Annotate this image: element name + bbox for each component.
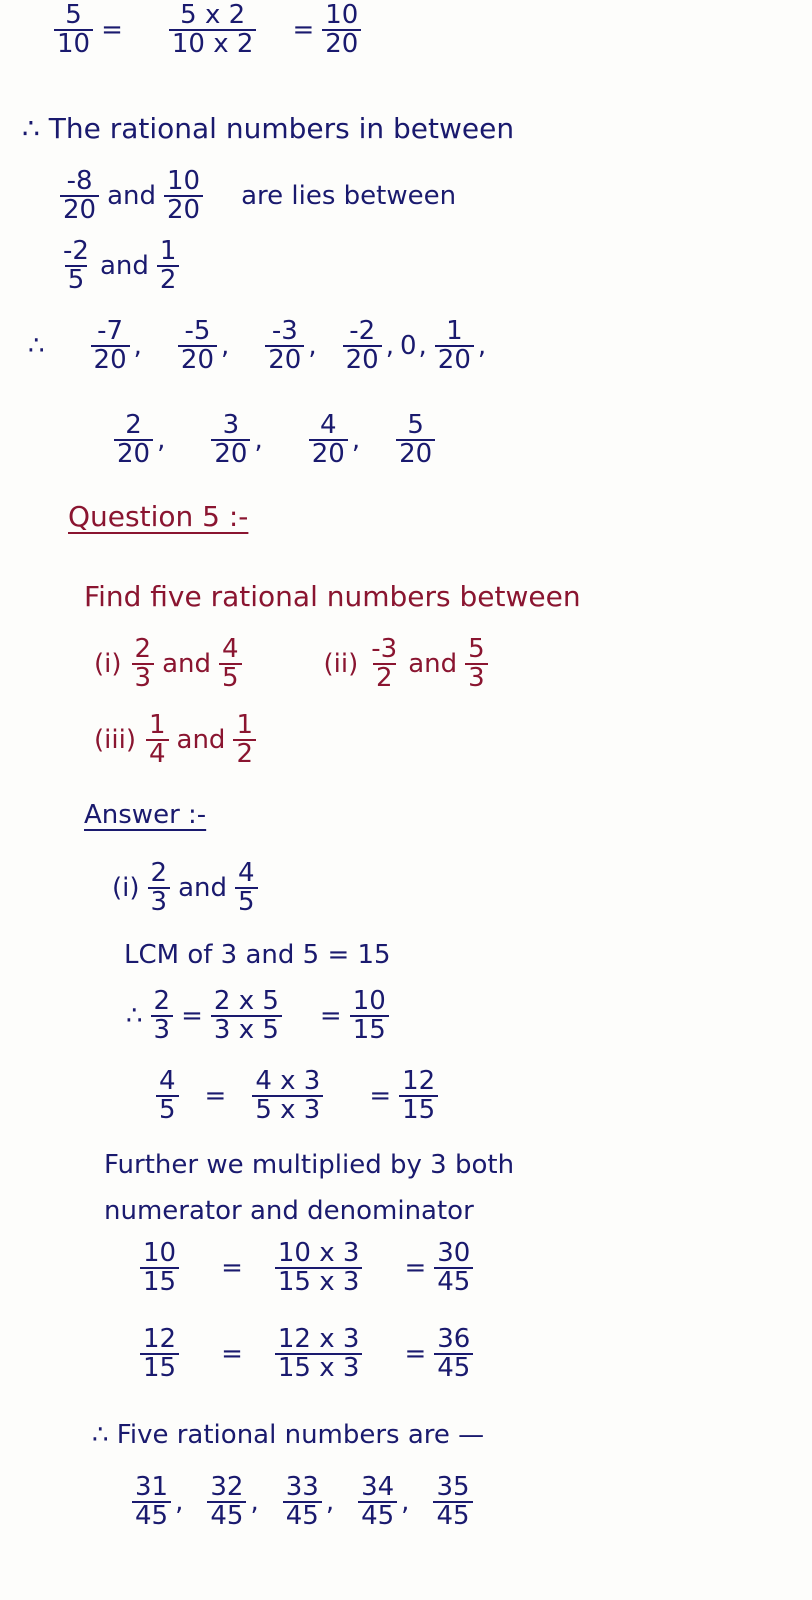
question-parts-row: (iii) $\frac{1}{4}$ and $\frac{1}{2}$ [94, 712, 258, 769]
fraction: $\frac{1}{4}$ [146, 712, 169, 769]
answer-title: Answer :- [84, 800, 207, 830]
fraction: $\frac{10 x 3}{15 x 3}$ [275, 1240, 363, 1297]
fraction: $\frac{-3}{2}$ [371, 634, 398, 694]
fraction: $\frac{2}{3}$ [148, 860, 171, 917]
question-title: Question 5 :- [68, 500, 249, 533]
fraction: $\frac{2}{20}$ [114, 412, 153, 469]
fraction: $\frac{-7}{20}$ [91, 318, 130, 375]
fraction: $\frac{12 x 3}{15 x 3}$ [275, 1326, 363, 1383]
fraction: $\frac{10}{20}$ [322, 2, 361, 59]
text-line: Further we multiplied by 3 both [104, 1150, 515, 1180]
fraction: $\frac{10}{15}$ [140, 1240, 179, 1297]
fraction: $\frac{34}{45}$ [358, 1474, 397, 1531]
answer-part-row: (i) $\frac{2}{3}$ and $\frac{4}{5}$ [112, 860, 260, 917]
text-line: $\frac{-2}{5}$ and $\frac{1}{2}$ [58, 238, 181, 295]
text-line: ∴ The rational numbers in between [22, 112, 515, 145]
equation-line: $\frac{4}{5}$ = $\frac{4 x 3}{5 x 3}$ = $\frac{12}{15}$ [154, 1068, 440, 1125]
fraction: $\frac{4}{5}$ [219, 636, 242, 693]
fraction: $\frac{32}{45}$ [207, 1474, 246, 1531]
question-parts-row: (i) $\frac{2}{3}$ and $\frac{4}{5}$ (ii) $\frac{-3}{2}$ and $\frac{5}{3}$ [94, 636, 490, 693]
fraction: $\frac{12}{15}$ [399, 1068, 438, 1125]
fraction-list-row: $\frac{2}{20}$ , $\frac{3}{20}$ , $\frac{4}{20}$ , $\frac{5}{20}$ [112, 412, 437, 469]
equation-line: $\frac{10}{15}$ = $\frac{10 x 3}{15 x 3}$ = $\frac{30}{45}$ [138, 1240, 475, 1297]
fraction: $\frac{-2}{20}$ [343, 318, 382, 375]
fraction: $\frac{10}{20}$ [164, 168, 203, 225]
fraction: $\frac{1}{20}$ [435, 318, 474, 375]
fraction: $\frac{2 x 5}{3 x 5}$ [211, 988, 282, 1045]
fraction: $\frac{4}{5}$ [235, 860, 258, 917]
fraction: $\frac{35}{45}$ [433, 1474, 472, 1531]
fraction: $\frac{4}{20}$ [309, 412, 348, 469]
fraction: $\frac{30}{45}$ [434, 1240, 473, 1297]
fraction: $\frac{4}{5}$ [156, 1068, 179, 1125]
fraction: $\frac{33}{45}$ [283, 1474, 322, 1531]
final-fraction-list: $\frac{31}{45}$ , $\frac{32}{45}$ , $\frac{33}{45}$ , $\frac{34}{45}$ , $\frac{35}{45}$ [130, 1474, 475, 1531]
fraction: $\frac{1}{2}$ [233, 712, 256, 769]
equation-line: ∴ $\frac{2}{3}$ = $\frac{2 x 5}{3 x 5}$ = $\frac{10}{15}$ [120, 988, 391, 1045]
fraction: $\frac{5}{20}$ [396, 412, 435, 469]
fraction: $\frac{4 x 3}{5 x 3}$ [252, 1068, 323, 1125]
equation-line: $\frac{12}{15}$ = $\frac{12 x 3}{15 x 3}$ = $\frac{36}{45}$ [138, 1326, 475, 1383]
fraction: $\frac{-2}{5}$ [63, 236, 89, 296]
fraction: $\frac{31}{45}$ [132, 1474, 171, 1531]
fraction: $\frac{3}{20}$ [211, 412, 250, 469]
fraction: $\frac{5}{10}$ [54, 2, 93, 59]
text-line: $\frac{-8}{20}$ and $\frac{10}{20}$ are lies between [58, 168, 462, 225]
fraction: $\frac{-8}{20}$ [60, 168, 99, 225]
fraction: $\frac{1}{2}$ [157, 238, 180, 295]
fraction: $\frac{-3}{20}$ [265, 318, 304, 375]
fraction-list-row: ∴ $\frac{-7}{20}$ , $\frac{-5}{20}$ , $\frac{-3}{20}$ , $\frac{-2}{20}$ , 0 , $\frac{1}{20}$ , [28, 316, 487, 376]
fraction: $\frac{5}{3}$ [465, 636, 488, 693]
fraction: $\frac{-5}{20}$ [178, 318, 217, 375]
equation-line-1: $\frac{5}{10}$ = $\frac{5 x 2}{10 x 2}$ = $\frac{10}{20}$ [52, 2, 363, 59]
fraction: $\frac{5 x 2}{10 x 2}$ [169, 2, 257, 59]
fraction: $\frac{2}{3}$ [151, 988, 174, 1045]
question-prompt: Find five rational numbers between [84, 580, 581, 613]
text-line: numerator and denominator [104, 1196, 474, 1226]
fraction: $\frac{10}{15}$ [350, 988, 389, 1045]
lcm-line: LCM of 3 and 5 = 15 [124, 940, 391, 970]
text-line: ∴ Five rational numbers are — [92, 1420, 485, 1450]
fraction: $\frac{36}{45}$ [434, 1326, 473, 1383]
fraction: $\frac{2}{3}$ [132, 636, 155, 693]
fraction: $\frac{12}{15}$ [140, 1326, 179, 1383]
